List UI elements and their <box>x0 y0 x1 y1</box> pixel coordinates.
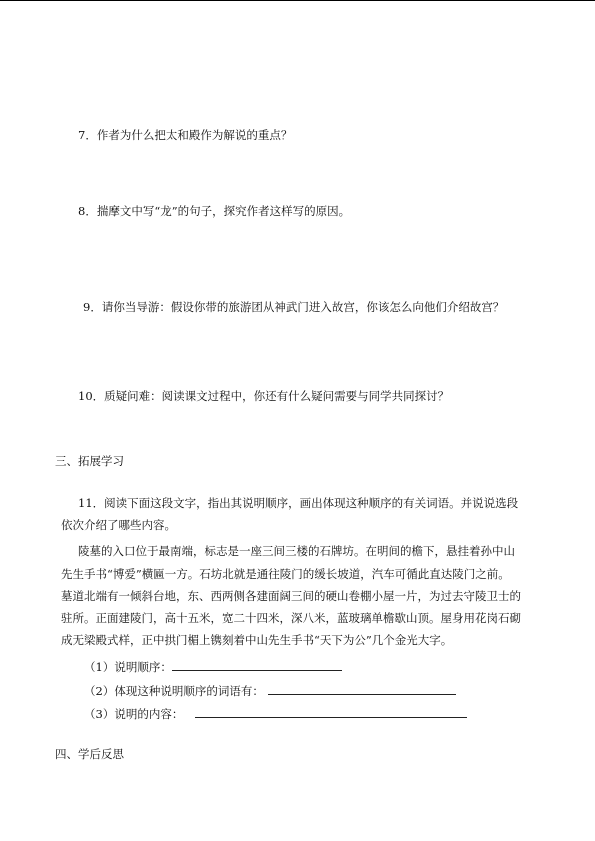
answer-blank-2[interactable] <box>268 682 456 695</box>
sub-question-3 <box>84 705 467 721</box>
question-10: 10．质疑问难：阅读课文过程中，你还有什么疑问需要与同学共同探讨？ <box>78 389 450 403</box>
passage-line-4: 驻所。正面建陵门，高十五米，宽二十四米，深八米，蓝玻璃单檐歇山顶。屋身用花岗石砌 <box>61 611 521 625</box>
passage-line-1: 陵墓的入口位于最南端，标志是一座三间三楼的石牌坊。在明间的檐下，悬挂着孙中山 <box>78 544 515 558</box>
passage-line-5: 成无梁殿式样，正中拱门楣上镌刻着中山先生手书“天下为公”几个金光大字。 <box>61 633 453 647</box>
question-8: 8．揣摩文中写“龙”的句子，探究作者这样写的原因。 <box>78 204 351 218</box>
top-border-line <box>0 0 595 1</box>
section-4-heading: 四、学后反思 <box>55 747 124 761</box>
sub-question-2 <box>84 682 456 698</box>
question-11-line-1: 11．阅读下面这段文字，指出其说明顺序，画出体现这种顺序的有关词语。并说说选段 <box>78 496 519 510</box>
answer-blank-1[interactable] <box>172 658 342 671</box>
sub-question-1 <box>84 658 342 674</box>
passage-line-3: 墓道北端有一倾斜台地，东、西两侧各建面阔三间的硬山卷棚小屋一片，为过去守陵卫士的 <box>61 589 521 603</box>
sub-question-2-label: （2）体现这种说明顺序的词语有： <box>84 684 264 698</box>
answer-blank-3[interactable] <box>195 705 467 718</box>
sub-question-3-label: （3）说明的内容： <box>84 707 184 721</box>
question-7: 7．作者为什么把太和殿作为解说的重点？ <box>78 128 293 142</box>
passage-line-2: 先生手书“博爱”横匾一方。石坊北就是通往陵门的缓长坡道，汽车可循此直达陵门之前。 <box>61 567 510 581</box>
question-9: 9．请你当导游：假设你带的旅游团从神武门进入故宫，你该怎么向他们介绍故宫？ <box>83 300 505 314</box>
sub-question-1-label: （1）说明顺序： <box>84 660 172 674</box>
question-11-line-2: 依次介绍了哪些内容。 <box>61 518 176 532</box>
section-3-heading: 三、拓展学习 <box>55 454 124 468</box>
